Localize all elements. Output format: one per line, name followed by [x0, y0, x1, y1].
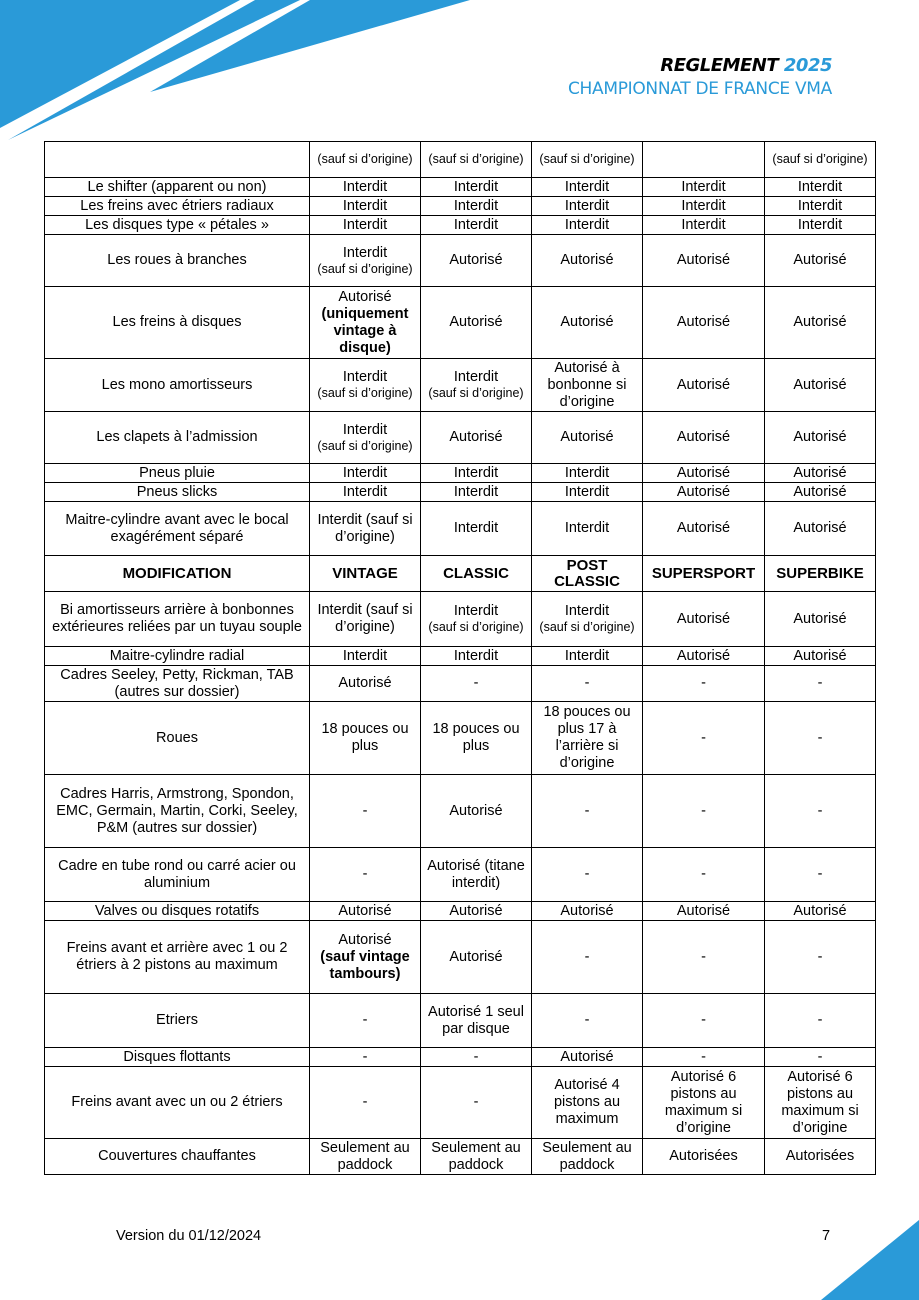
table-cell: Autorisé 4 pistons au maximum	[532, 1067, 643, 1139]
table-cell: Interdit	[532, 464, 643, 483]
table-cell: -	[643, 1048, 765, 1067]
table-row	[45, 502, 876, 556]
table-cell: Interdit	[310, 197, 421, 216]
table-cell: -	[765, 921, 876, 994]
table-cell: Autorisé	[643, 287, 765, 359]
cell-note: (sauf vintage tambours)	[320, 948, 410, 982]
table-cell: Interdit	[310, 216, 421, 235]
table-cell: -	[765, 775, 876, 848]
table-cell: Interdit	[421, 647, 532, 666]
table-row	[45, 235, 876, 287]
cell-note: (uniquement vintage à disque)	[321, 305, 409, 356]
table-cell: -	[310, 1048, 421, 1067]
table-cell: Autorisé	[765, 483, 876, 502]
modification-cell: Valves ou disques rotatifs	[45, 902, 310, 921]
table-cell: Autorisé	[643, 483, 765, 502]
cell-value: Interdit	[342, 244, 388, 261]
modification-cell: Les roues à branches	[45, 235, 310, 287]
table-cell: -	[532, 994, 643, 1048]
table-cell	[310, 921, 421, 994]
table-cell: Autorisé	[532, 1048, 643, 1067]
table-cell: -	[310, 994, 421, 1048]
table-row	[45, 142, 876, 178]
modification-cell: Pneus pluie	[45, 464, 310, 483]
table-cell: -	[643, 775, 765, 848]
table-cell: Interdit	[421, 483, 532, 502]
table-cell: Interdit	[421, 216, 532, 235]
table-cell: Autorisé	[310, 902, 421, 921]
table-cell: Autorisé	[643, 902, 765, 921]
table-row	[45, 666, 876, 702]
modification-cell: Bi amortisseurs arrière à bonbonnes extérieures reliées par un tuyau souple	[45, 592, 310, 647]
table-row	[45, 921, 876, 994]
cell-value: Interdit	[564, 603, 610, 619]
table-cell: Autorisé	[421, 902, 532, 921]
table-cell	[310, 359, 421, 412]
modification-cell: Les clapets à l’admission	[45, 412, 310, 464]
table-cell: -	[765, 1048, 876, 1067]
table-cell: (sauf si d’origine)	[421, 142, 532, 178]
table-cell: -	[643, 666, 765, 702]
table-cell: Autorisé	[765, 592, 876, 647]
table-cell: Interdit	[421, 502, 532, 556]
table-cell: Interdit	[532, 197, 643, 216]
modification-cell: Le shifter (apparent ou non)	[45, 178, 310, 197]
table-row	[45, 647, 876, 666]
table-cell	[310, 235, 421, 287]
table-cell	[421, 592, 532, 647]
cell-value: Interdit	[342, 369, 388, 385]
table-cell: -	[643, 994, 765, 1048]
regulation-table	[44, 141, 876, 1175]
table-cell: Interdit	[310, 178, 421, 197]
cell-note: (sauf si d’origine)	[428, 620, 524, 634]
table-row	[45, 1048, 876, 1067]
modification-cell: Etriers	[45, 994, 310, 1048]
table-cell: Interdit	[532, 178, 643, 197]
table-cell: Autorisé	[643, 235, 765, 287]
table-cell: Autorisé	[532, 412, 643, 464]
table-cell: -	[310, 848, 421, 902]
table-cell: Seulement au paddock	[421, 1139, 532, 1175]
table-header-row	[45, 556, 876, 592]
modification-cell: Roues	[45, 702, 310, 775]
table-cell	[421, 359, 532, 412]
table-cell: -	[765, 848, 876, 902]
table-cell: Interdit (sauf si d’origine)	[310, 592, 421, 647]
column-header-supersport: SUPERSPORT	[643, 556, 765, 592]
table-cell: Autorisé (titane interdit)	[421, 848, 532, 902]
table-cell: -	[310, 1067, 421, 1139]
modification-cell: Maitre-cylindre radial	[45, 647, 310, 666]
table-cell: Interdit	[421, 464, 532, 483]
table-cell: 18 pouces ou plus 17 à l’arrière si d’origine	[532, 702, 643, 775]
cell-value: Interdit	[453, 603, 499, 619]
modification-cell: Cadres Harris, Armstrong, Spondon, EMC, Germain, Martin, Corki, Seeley, P&M (autres sur dossier)	[45, 775, 310, 848]
table-cell: Autorisé	[532, 235, 643, 287]
table-cell: -	[421, 1067, 532, 1139]
table-row	[45, 287, 876, 359]
table-cell: Autorisé	[765, 412, 876, 464]
table-cell: -	[643, 921, 765, 994]
table-cell: Autorisé	[765, 235, 876, 287]
modification-cell: Couvertures chauffantes	[45, 1139, 310, 1175]
table-cell: (sauf si d’origine)	[765, 142, 876, 178]
modification-cell: Pneus slicks	[45, 483, 310, 502]
table-cell: Autorisé 6 pistons au maximum si d’origine	[643, 1067, 765, 1139]
table-row	[45, 178, 876, 197]
table-cell	[643, 142, 765, 178]
table-cell: -	[532, 666, 643, 702]
modification-cell: Cadre en tube rond ou carré acier ou aluminium	[45, 848, 310, 902]
table-cell: Interdit	[765, 178, 876, 197]
table-cell: Autorisé	[765, 902, 876, 921]
table-cell: Autorisé	[643, 464, 765, 483]
table-cell: Interdit	[532, 216, 643, 235]
table-cell: Interdit	[421, 178, 532, 197]
header-title-word: REGLEMENT	[660, 55, 779, 76]
table-cell: 18 pouces ou plus	[421, 702, 532, 775]
table-cell: Interdit	[310, 647, 421, 666]
footer-version: Version du 01/12/2024	[116, 1228, 262, 1244]
cell-value: Autorisé	[338, 288, 392, 305]
modification-cell: Les freins avec étriers radiaux	[45, 197, 310, 216]
table-cell: Autorisé	[643, 359, 765, 412]
table-cell: Autorisé 1 seul par disque	[421, 994, 532, 1048]
column-header-post-classic: POST CLASSIC	[532, 556, 643, 592]
table-cell: Autorisé	[532, 902, 643, 921]
cell-note: (sauf si d’origine)	[428, 386, 524, 400]
table-cell: Autorisé	[765, 287, 876, 359]
table-cell: Interdit (sauf si d’origine)	[310, 502, 421, 556]
table-cell: -	[765, 994, 876, 1048]
table-cell: Autorisé	[765, 647, 876, 666]
column-header-classic: CLASSIC	[421, 556, 532, 592]
document-header	[568, 56, 832, 100]
table-row	[45, 994, 876, 1048]
table-cell: Autorisé	[421, 775, 532, 848]
footer-page-number: 7	[822, 1228, 831, 1244]
modification-cell: Maitre-cylindre avant avec le bocal exagérément séparé	[45, 502, 310, 556]
table-cell: (sauf si d’origine)	[310, 142, 421, 178]
table-cell: Interdit	[310, 483, 421, 502]
table-cell: -	[765, 666, 876, 702]
table-cell: Autorisé à bonbonne si d’origine	[532, 359, 643, 412]
table-cell: Autorisé 6 pistons au maximum si d’origine	[765, 1067, 876, 1139]
table-cell: Autorisées	[643, 1139, 765, 1175]
modification-cell: Freins avant avec un ou 2 étriers	[45, 1067, 310, 1139]
table-cell: Autorisées	[765, 1139, 876, 1175]
table-cell: Autorisé	[643, 592, 765, 647]
table-cell: Autorisé	[532, 287, 643, 359]
table-row	[45, 483, 876, 502]
table-cell: Interdit	[643, 197, 765, 216]
header-stripes-decoration	[0, 0, 480, 145]
column-header-vintage: VINTAGE	[310, 556, 421, 592]
table-cell: Autorisé	[421, 287, 532, 359]
table-row	[45, 775, 876, 848]
table-cell: Interdit	[643, 178, 765, 197]
cell-value: Autorisé	[338, 931, 392, 948]
table-cell	[310, 412, 421, 464]
table-cell: -	[643, 702, 765, 775]
table-row	[45, 902, 876, 921]
header-title-year: 2025	[783, 55, 832, 76]
modification-cell: Cadres Seeley, Petty, Rickman, TAB (autres sur dossier)	[45, 666, 310, 702]
table-cell: Autorisé	[765, 359, 876, 412]
table-cell: -	[532, 921, 643, 994]
table-cell: Autorisé	[310, 666, 421, 702]
table-row	[45, 592, 876, 647]
table-row	[45, 359, 876, 412]
cell-note: (sauf si d’origine)	[317, 261, 413, 276]
table-cell: Seulement au paddock	[310, 1139, 421, 1175]
table-row	[45, 1067, 876, 1139]
table-cell: Interdit	[765, 197, 876, 216]
modification-cell: Les mono amortisseurs	[45, 359, 310, 412]
table-cell: Autorisé	[643, 647, 765, 666]
column-header-superbike: SUPERBIKE	[765, 556, 876, 592]
header-subtitle: CHAMPIONNAT DE FRANCE VMA	[567, 79, 832, 99]
table-cell: Interdit	[310, 464, 421, 483]
footer-corner-decoration	[819, 1220, 919, 1300]
table-row	[45, 197, 876, 216]
table-cell: -	[765, 702, 876, 775]
table-cell: -	[421, 1048, 532, 1067]
header-title	[568, 56, 832, 76]
table-cell: -	[421, 666, 532, 702]
table-cell: Interdit	[532, 647, 643, 666]
cell-value: Interdit	[453, 369, 499, 385]
table-cell: Autorisé	[765, 464, 876, 483]
modification-cell	[45, 142, 310, 178]
modification-cell: Disques flottants	[45, 1048, 310, 1067]
table-row	[45, 1139, 876, 1175]
table-cell: -	[643, 848, 765, 902]
table-cell: Interdit	[532, 502, 643, 556]
table-cell: -	[532, 775, 643, 848]
table-row	[45, 412, 876, 464]
table-row	[45, 464, 876, 483]
table-cell: Autorisé	[643, 412, 765, 464]
table-cell: Autorisé	[421, 921, 532, 994]
table-cell: Autorisé	[421, 235, 532, 287]
table-row	[45, 848, 876, 902]
table-cell: Autorisé	[765, 502, 876, 556]
table-row	[45, 702, 876, 775]
cell-note: (sauf si d’origine)	[317, 438, 413, 453]
cell-note: (sauf si d’origine)	[539, 620, 635, 634]
table-row	[45, 216, 876, 235]
cell-note: (sauf si d’origine)	[317, 386, 413, 400]
modification-cell: Les disques type « pétales »	[45, 216, 310, 235]
table-cell	[532, 592, 643, 647]
modification-cell: Freins avant et arrière avec 1 ou 2 étriers à 2 pistons au maximum	[45, 921, 310, 994]
column-header-modification: MODIFICATION	[45, 556, 310, 592]
cell-value: Interdit	[342, 421, 388, 438]
table-cell: (sauf si d’origine)	[532, 142, 643, 178]
table-cell: Interdit	[421, 197, 532, 216]
table-cell: 18 pouces ou plus	[310, 702, 421, 775]
table-cell	[310, 287, 421, 359]
table-cell: -	[310, 775, 421, 848]
table-cell: Seulement au paddock	[532, 1139, 643, 1175]
table-cell: Interdit	[643, 216, 765, 235]
modification-cell: Les freins à disques	[45, 287, 310, 359]
table-cell: Interdit	[765, 216, 876, 235]
table-cell: Autorisé	[643, 502, 765, 556]
table-cell: Interdit	[532, 483, 643, 502]
table-cell: -	[532, 848, 643, 902]
table-cell: Autorisé	[421, 412, 532, 464]
